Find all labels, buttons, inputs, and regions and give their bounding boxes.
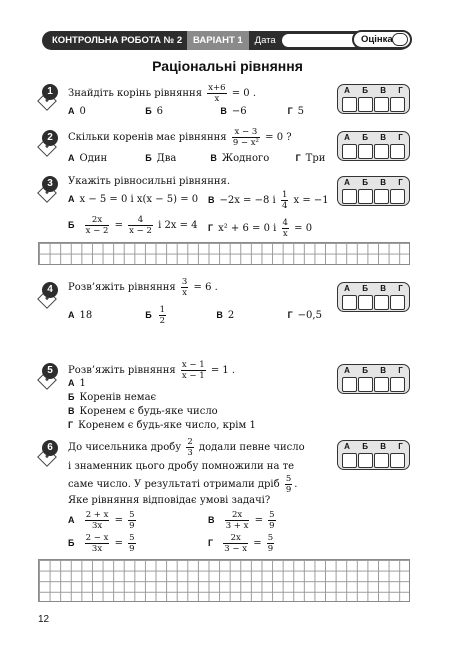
answer-letter: Г bbox=[398, 86, 403, 95]
problem-number-3: 3 bbox=[38, 176, 60, 206]
date-field[interactable] bbox=[282, 34, 360, 47]
problem-5-option-a: А 1 bbox=[68, 378, 86, 389]
answer-box-3 bbox=[337, 176, 410, 206]
answer-letter: Б bbox=[362, 442, 368, 451]
answer-box-2 bbox=[337, 131, 410, 161]
answer-letter: В bbox=[380, 86, 387, 95]
problem-number-1: 1 bbox=[38, 84, 60, 114]
page-title: Раціональні рівняння bbox=[152, 58, 303, 74]
problem-2-statement: Скільки коренів має рівняння $\frac{x - 3}{\text{9 − x²}}$ = 0 ? bbox=[68, 127, 292, 148]
answer-checkbox[interactable] bbox=[390, 97, 405, 112]
answer-checkbox[interactable] bbox=[358, 144, 373, 159]
problem-5-option-d: Г Коренем є будь-яке число, крім 1 bbox=[68, 420, 256, 431]
answer-box-6 bbox=[337, 440, 410, 470]
problem-number-2: 2 bbox=[38, 130, 60, 160]
answer-checkbox[interactable] bbox=[342, 295, 357, 310]
problem-6-option-c: В $\frac{2x}{3 + x}$ = $\frac{5}{9}$ bbox=[208, 510, 275, 531]
problem-4-options: А 18 Б $\frac{1}{2}$ В 2 Г −0,5 bbox=[68, 305, 322, 326]
answer-box-4 bbox=[337, 282, 410, 312]
problem-3-statement: Укажіть рівносильні рівняння. bbox=[68, 176, 231, 187]
problem-5-option-c: В Коренем є будь-яке число bbox=[68, 406, 218, 417]
answer-checkbox[interactable] bbox=[390, 295, 405, 310]
answer-checkbox[interactable] bbox=[358, 377, 373, 392]
problem-6-line-1: До чисельника дробу $\frac{2}{3}$ додали певне число bbox=[68, 437, 305, 458]
answer-letter: В bbox=[380, 284, 387, 293]
problem-3-option-b: В −2x = −8 і $\frac{1}{4}$ x = −1 bbox=[208, 190, 329, 211]
answer-letter: В bbox=[380, 442, 387, 451]
answer-letter: Г bbox=[398, 366, 403, 375]
answer-checkbox[interactable] bbox=[358, 453, 373, 468]
date-label: Дата bbox=[254, 35, 276, 46]
problem-6-option-d: Г $\frac{2x}{3 - x}$ = $\frac{5}{9}$ bbox=[208, 533, 274, 554]
answer-checkbox[interactable] bbox=[342, 189, 357, 204]
problem-6-option-b: Б $\frac{2 - x}{3x}$ = $\frac{5}{9}$ bbox=[68, 533, 135, 554]
problem-number-4: 4 bbox=[38, 282, 60, 312]
answer-checkbox[interactable] bbox=[342, 377, 357, 392]
answer-letter: А bbox=[344, 284, 350, 293]
problem-6-line-3: саме число. У результаті отримали дріб $\frac{5}{9}$ . bbox=[68, 474, 298, 495]
problem-5-option-b: Б Коренів немає bbox=[68, 392, 157, 403]
problem-6-option-a: А $\frac{2 + x}{3x}$ = $\frac{5}{9}$ bbox=[68, 510, 135, 531]
answer-checkbox[interactable] bbox=[374, 144, 389, 159]
problem-number-5: 5 bbox=[38, 363, 60, 393]
problem-1-options: А 0 Б 6 В −6 Г 5 bbox=[68, 106, 305, 117]
answer-checkbox[interactable] bbox=[374, 453, 389, 468]
answer-checkbox[interactable] bbox=[374, 97, 389, 112]
answer-letter: Г bbox=[398, 284, 403, 293]
answer-checkbox[interactable] bbox=[342, 97, 357, 112]
answer-letter: Б bbox=[362, 86, 368, 95]
answer-letter: А bbox=[344, 178, 350, 187]
answer-letter: А bbox=[344, 442, 350, 451]
problem-6-line-4: Яке рівняння відповідає умові задачі? bbox=[68, 495, 271, 506]
answer-checkbox[interactable] bbox=[358, 295, 373, 310]
problem-1-statement: Знайдіть корінь рівняння $\frac{x+6}{x}$ = 0 . bbox=[68, 83, 257, 104]
answer-grid[interactable] bbox=[38, 559, 410, 602]
test-title: КОНТРОЛЬНА РОБОТА № 2 bbox=[52, 35, 183, 46]
answer-checkbox[interactable] bbox=[342, 144, 357, 159]
answer-box-5 bbox=[337, 364, 410, 394]
problem-number-6: 6 bbox=[38, 440, 60, 470]
answer-letter: Б bbox=[362, 178, 368, 187]
problem-3-option-c: Б $\frac{2x}{x - 2}$ = $\frac{4}{x - 2}$ і 2x = 4 bbox=[68, 215, 198, 236]
answer-letter: Б bbox=[362, 284, 368, 293]
answer-box-1 bbox=[337, 84, 410, 114]
grade-label: Оцінка bbox=[361, 34, 393, 45]
problem-3-option-a: А x − 5 = 0 і x(x − 5) = 0 bbox=[68, 194, 199, 205]
answer-letter: Г bbox=[398, 178, 403, 187]
page-number: 12 bbox=[38, 614, 50, 625]
answer-letter: Б bbox=[362, 366, 368, 375]
variant-label: ВАРІАНТ 1 bbox=[187, 31, 249, 50]
answer-letter: А bbox=[344, 133, 350, 142]
test-header bbox=[42, 31, 410, 50]
answer-checkbox[interactable] bbox=[374, 189, 389, 204]
answer-letter: Г bbox=[398, 442, 403, 451]
answer-checkbox[interactable] bbox=[374, 377, 389, 392]
answer-letter: В bbox=[380, 133, 387, 142]
grade-field[interactable] bbox=[392, 33, 408, 46]
problem-4-statement: Розв’яжіть рівняння $\frac{3}{x}$ = 6 . bbox=[68, 277, 218, 298]
answer-checkbox[interactable] bbox=[390, 453, 405, 468]
answer-letter: А bbox=[344, 86, 350, 95]
answer-checkbox[interactable] bbox=[390, 377, 405, 392]
answer-checkbox[interactable] bbox=[374, 295, 389, 310]
grade-box bbox=[352, 30, 412, 49]
problem-6-line-2: і знаменник цього дробу помножили на те bbox=[68, 461, 295, 472]
answer-checkbox[interactable] bbox=[390, 144, 405, 159]
answer-letter: В bbox=[380, 178, 387, 187]
problem-5-statement: Розв’яжіть рівняння $\frac{x - 1}{x - 1}$ = 1 . bbox=[68, 360, 236, 381]
answer-letter: В bbox=[380, 366, 387, 375]
problem-2-options: А Один Б Два В Жодного Г Три bbox=[68, 153, 326, 164]
answer-checkbox[interactable] bbox=[358, 97, 373, 112]
answer-letter: Г bbox=[398, 133, 403, 142]
answer-checkbox[interactable] bbox=[342, 453, 357, 468]
answer-letter: Б bbox=[362, 133, 368, 142]
problem-3-option-d: Г x² + 6 = 0 і $\frac{4}{x}$ = 0 bbox=[208, 218, 313, 239]
answer-checkbox[interactable] bbox=[358, 189, 373, 204]
answer-grid[interactable] bbox=[38, 242, 410, 265]
answer-checkbox[interactable] bbox=[390, 189, 405, 204]
answer-letter: А bbox=[344, 366, 350, 375]
